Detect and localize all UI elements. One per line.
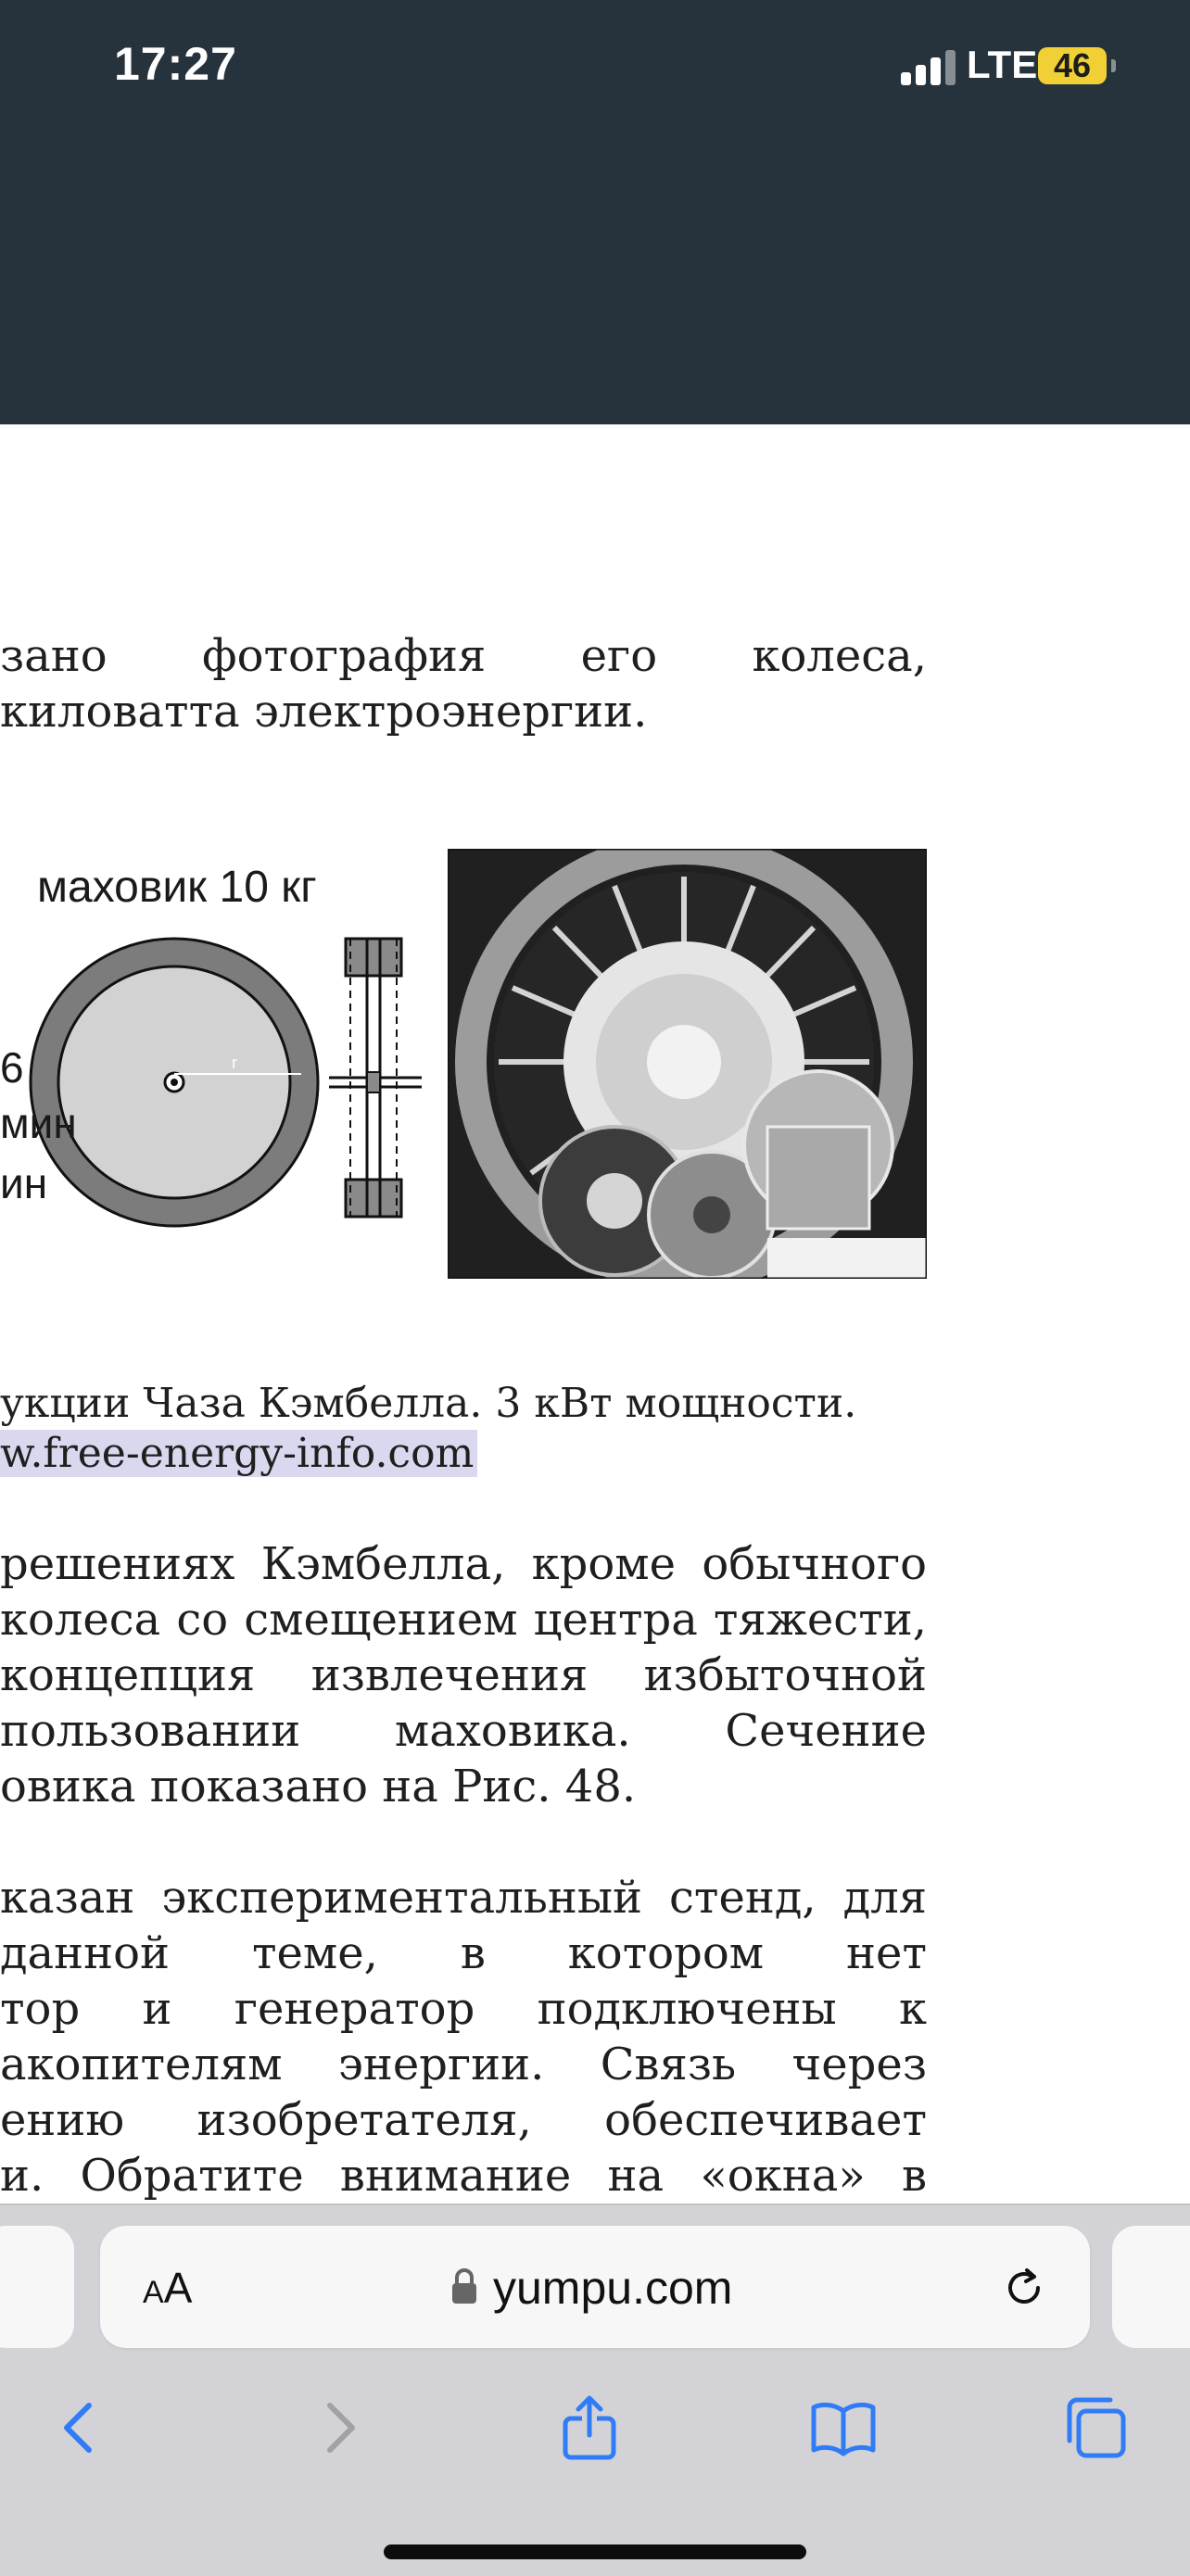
radius-label: r (232, 1054, 237, 1072)
caption-link-row (0, 1429, 477, 1479)
text-line: данной теме, в котором нет (0, 1927, 927, 1979)
text-line: решениях Кэмбелла, кроме обычного (0, 1538, 927, 1590)
text-line: тор и генератор подключены к (0, 1983, 927, 2035)
base-plate (767, 1238, 927, 1279)
share-icon[interactable] (552, 2391, 627, 2465)
tabs-icon[interactable] (1058, 2391, 1133, 2465)
text-line: ению изобретателя, обеспечивает (0, 2094, 927, 2146)
section-top-block (346, 939, 401, 976)
reload-icon[interactable] (999, 2263, 1049, 2313)
forward-chevron-icon[interactable] (302, 2391, 376, 2465)
figure-caption: укции Чаза Кэмбелла. 3 кВт мощности. (0, 1380, 857, 1427)
flywheel-diagram (0, 846, 431, 1254)
motor-unit (767, 1127, 869, 1229)
text-line: зано фотография его колеса, (0, 630, 927, 682)
text-line: киловатта электроэнергии. (0, 686, 648, 738)
text-line: и. Обратите внимание на «окна» в (0, 2150, 927, 2202)
text-size-button[interactable]: AA (143, 2264, 193, 2312)
wheel-photograph (448, 849, 927, 1279)
section-bottom-block (346, 1180, 401, 1217)
bookmarks-icon[interactable] (806, 2391, 880, 2465)
browser-bottom-bar (0, 2203, 1190, 2576)
text-line: пользовании маховика. Сечение (0, 1705, 927, 1757)
battery-nub (1111, 59, 1116, 72)
caption-link[interactable]: w.free-energy-info.com (0, 1430, 477, 1477)
diagram-side-label: ин (0, 1159, 48, 1207)
document-page (0, 424, 1190, 2203)
network-type: LTE (967, 43, 1038, 86)
home-indicator (384, 2544, 806, 2559)
text-line: казан экспериментальный стенд, для (0, 1872, 927, 1924)
url-text[interactable]: yumpu.com (493, 2262, 733, 2314)
text-line: акопителям энергии. Связь через (0, 2039, 927, 2090)
lock-icon (450, 2267, 478, 2305)
next-tab-preview[interactable] (1112, 2226, 1190, 2348)
status-bar (0, 0, 1190, 132)
browser-toolbar (0, 2372, 1190, 2483)
battery-icon: 46 (1038, 47, 1107, 84)
back-chevron-icon[interactable] (43, 2391, 117, 2465)
text-line: концепция извлечения избыточной (0, 1649, 927, 1701)
status-time: 17:27 (114, 38, 237, 90)
text-line: овика показано на Рис. 48. (0, 1761, 637, 1812)
text-line: колеса со смещением центра тяжести, (0, 1594, 927, 1646)
previous-tab-preview[interactable] (0, 2226, 74, 2348)
site-header-bar (0, 132, 1190, 424)
cellular-signal-icon (901, 48, 956, 85)
address-bar[interactable] (100, 2226, 1090, 2348)
diagram-side-label: 6 (0, 1043, 24, 1092)
diagram-side-label: мин (0, 1099, 77, 1147)
diagram-title: маховик 10 кг (37, 863, 317, 912)
